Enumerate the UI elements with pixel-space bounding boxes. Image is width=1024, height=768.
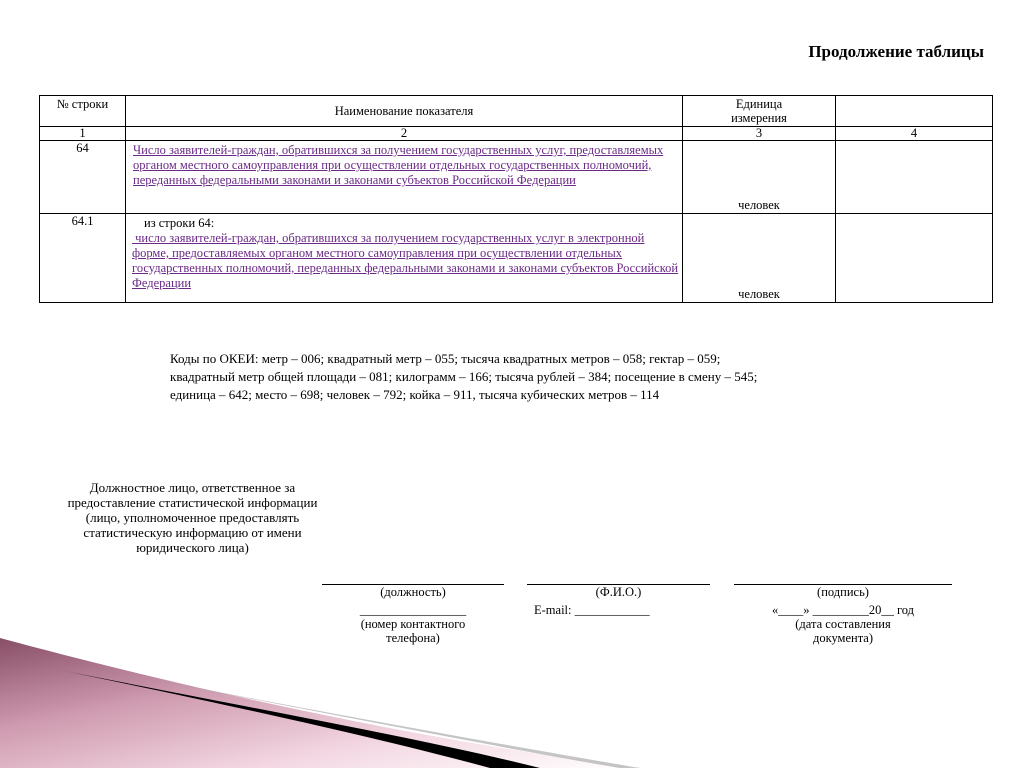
row-unit: человек [683, 214, 836, 303]
table-header-row [40, 96, 993, 127]
okei-line: квадратный метр общей площади – 081; килограмм – 166; тысяча рублей – 384; посещение в смену – 545; [170, 369, 758, 384]
header-unit [683, 96, 836, 127]
phone-label: (номер контактного телефона) [360, 617, 466, 645]
position-label: (должность) [380, 585, 446, 599]
page-heading: Продолжение таблицы [808, 42, 984, 61]
okei-line: Коды по ОКЕИ: метр – 006; квадратный метр – 055; тысяча квадратных метров – 058; гектар – 059; [170, 351, 721, 366]
col-number-2: 2 [126, 127, 683, 141]
email-field[interactable]: E-mail: ____________ [534, 603, 650, 617]
decorative-wave [0, 638, 1024, 768]
table-row [40, 141, 993, 214]
okei-codes [170, 350, 870, 404]
position-field[interactable] [322, 584, 504, 599]
header-name: Наименование показателя [126, 96, 683, 127]
indicator-link[interactable]: Число заявителей-граждан, обратившихся за получением государственных услуг, предоставляемых органом местного самоуправления при осуществлении отдельных государственных полномочий, переданных федеральными законами и законами субъектов Российской Федерации [133, 143, 664, 187]
table-row [40, 214, 993, 303]
row-unit: человек [683, 141, 836, 214]
col-number-3: 3 [683, 127, 836, 141]
okei-line: единица – 642; место – 698; человек – 792; койка – 911, тысяча кубических метров – 114 [170, 387, 660, 402]
indicator-link-text: число заявителей-граждан, обратившихся за получением государственных услуг в электронной форме, предоставляемых органом местного самоуправления при осуществлении отдельных государственных полномочий, переданных федеральными законами и законами субъектов Российской Федерации [132, 231, 679, 290]
col-number-4: 4 [836, 127, 993, 141]
row-prefix: из строки 64: [144, 216, 215, 230]
header-row-no: № строки [40, 96, 126, 127]
row-description [126, 141, 683, 214]
row-value[interactable] [836, 214, 993, 303]
row-value[interactable] [836, 141, 993, 214]
header-unit-text: Единица измерения [731, 97, 787, 125]
fio-field[interactable] [527, 584, 710, 599]
signature-field[interactable] [734, 584, 952, 599]
row-description [126, 214, 683, 303]
date-label: (дата составления документа) [795, 617, 891, 645]
date-blank: «____» _________20__ год [771, 603, 915, 617]
phone-blank: _________________ [359, 603, 467, 617]
col-number-1: 1 [40, 127, 126, 141]
responsible-official-label: Должностное лицо, ответственное за предоставление статистической информации (лицо, уполномоченное предоставлять статистическую информацию от имени юридического лица) [67, 480, 318, 555]
row-no: 64 [40, 141, 126, 214]
column-number-row [40, 127, 993, 141]
row-no: 64.1 [40, 214, 126, 303]
signature-label: (подпись) [817, 585, 869, 599]
indicator-table [39, 95, 993, 303]
fio-label: (Ф.И.О.) [595, 585, 642, 599]
header-col4 [836, 96, 993, 127]
indicator-link[interactable] [132, 231, 678, 290]
